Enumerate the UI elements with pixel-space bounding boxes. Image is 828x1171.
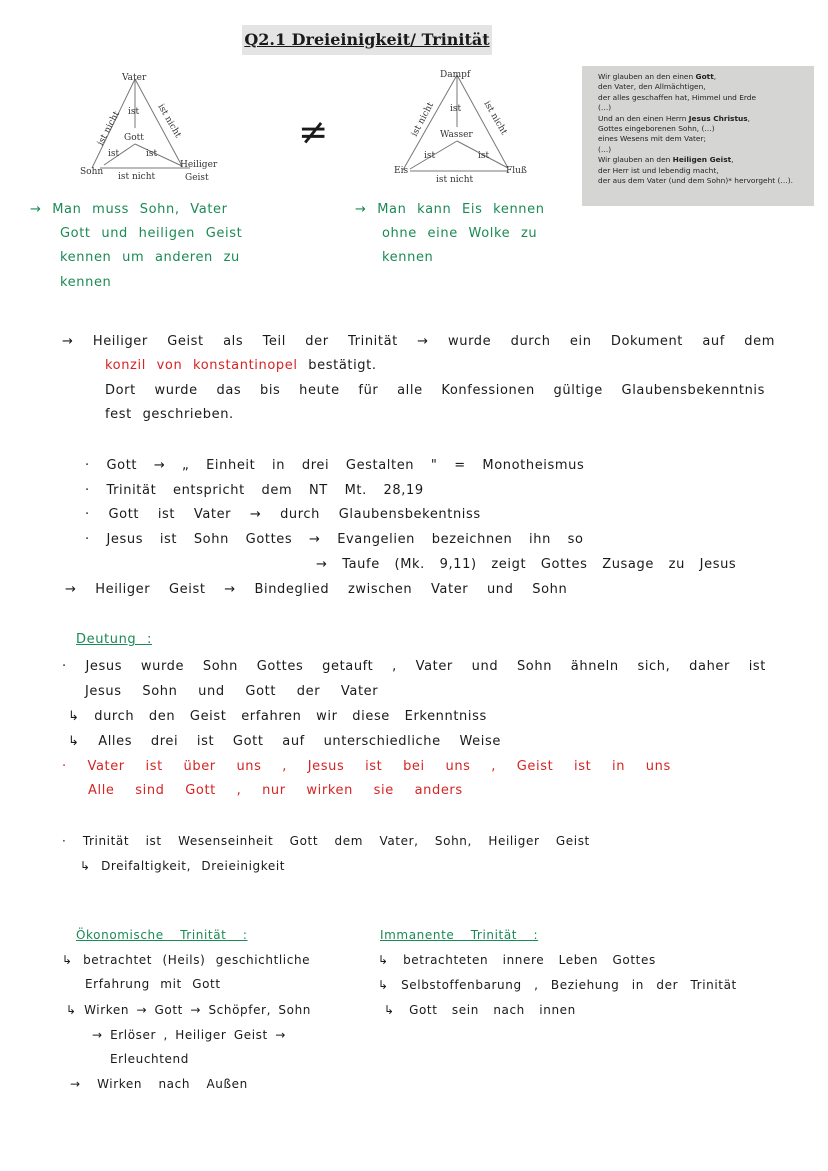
bullet-item: → Heiliger Geist → Bindeglied zwischen Vater und Sohn — [65, 582, 568, 597]
creed-text: der aus dem Vater (und dem Sohn)* hervorgeht (…). — [598, 176, 794, 186]
trinity-diagram — [78, 68, 218, 186]
bullet-item: · Jesus ist Sohn Gottes → Evangelien bezeichnen ihn so — [85, 532, 584, 547]
text-line: · Vater ist über uns , Jesus ist bei uns , Geist ist in uns — [62, 759, 671, 774]
text-line: ↳ Dreifaltigkeit, Dreieinigkeit — [80, 859, 286, 873]
page-title: Q2.1 Dreieinigkeit/ Trinität — [242, 25, 492, 55]
bullet-item: → Taufe (Mk. 9,11) zeigt Gottes Zusage zu Jesus — [316, 557, 737, 572]
edge-label: ist nicht — [436, 175, 474, 185]
creed-line — [598, 145, 814, 155]
edge-label: ist — [146, 149, 158, 159]
node-geist: Geist — [185, 173, 209, 183]
note-line: Gott und heiligen Geist — [60, 226, 243, 241]
node-sohn: Sohn — [80, 167, 104, 177]
text-line: ↳ Alles drei ist Gott auf unterschiedliche Weise — [68, 734, 501, 749]
water-diagram — [390, 65, 540, 187]
creed-line — [598, 176, 814, 186]
note-line: kennen — [382, 250, 434, 265]
creed-text: Jesus Christus — [688, 113, 748, 123]
edge-label: ist nicht — [95, 109, 123, 148]
text-line: ↳ durch den Geist erfahren wir diese Erkenntniss — [68, 709, 487, 724]
creed-text: Gottes eingeborenen Sohn, (…) — [598, 124, 715, 134]
text-line: ↳ betrachtet (Heils) geschichtliche — [62, 953, 311, 967]
text-line: ↳ Gott sein nach innen — [384, 1003, 576, 1017]
edge-label: ist nicht — [155, 102, 183, 140]
node-gott: Gott — [124, 133, 144, 143]
text-fragment: bestätigt. — [308, 358, 377, 373]
deutung-heading: Deutung : — [76, 632, 152, 647]
text-line: · Jesus wurde Sohn Gottes getauft , Vater und Sohn ähneln sich, daher ist — [62, 659, 766, 674]
creed-line — [598, 72, 814, 82]
creed-text: (…) — [598, 144, 612, 154]
creed-text: den Vater, den Allmächtigen, — [598, 82, 706, 92]
creed-text: Wir glauben an den — [598, 155, 673, 165]
node-dampf: Dampf — [440, 70, 471, 80]
creed-line — [598, 103, 814, 113]
bullet-item: · Gott → „ Einheit in drei Gestalten " = Monotheismus — [85, 458, 585, 473]
edge-label: ist nicht — [118, 172, 156, 182]
creed-excerpt — [582, 66, 814, 206]
text-line: ↳ betrachteten innere Leben Gottes — [378, 953, 656, 967]
note-line: → Man muss Sohn, Vater — [30, 202, 228, 217]
text-line: → Heiliger Geist als Teil der Trinität → wurde durch ein Dokument auf dem — [62, 334, 775, 349]
creed-text: Gott — [695, 72, 714, 81]
council-name: konzil von konstantinopel — [105, 358, 298, 373]
text-line: ↳ Wirken → Gott → Schöpfer, Sohn — [66, 1003, 311, 1017]
creed-text: Wir glauben an den einen — [598, 72, 696, 81]
text-line: fest geschrieben. — [105, 407, 234, 422]
node-fluss: Fluß — [506, 166, 527, 176]
section-heading: Ökonomische Trinität : — [76, 928, 248, 942]
text-line — [105, 357, 377, 375]
text-line: → Wirken nach Außen — [70, 1077, 248, 1091]
creed-line — [598, 134, 814, 144]
creed-text: Heiligen Geist — [672, 155, 732, 165]
edge-label: ist — [478, 151, 490, 161]
text-line: Alle sind Gott , nur wirken sie anders — [88, 783, 463, 798]
creed-line — [598, 114, 814, 124]
text-line: Dort wurde das bis heute für alle Konfessionen gültige Glaubensbekenntnis — [105, 383, 765, 398]
note-line: ohne eine Wolke zu — [382, 226, 538, 241]
creed-line — [598, 93, 814, 103]
text-line: Erfahrung mit Gott — [85, 977, 221, 991]
note-line: kennen — [60, 275, 112, 290]
text-line: ↳ Selbstoffenbarung , Beziehung in der Trinität — [378, 978, 737, 992]
creed-text: der alles geschaffen hat, Himmel und Erde — [598, 92, 757, 102]
bullet-item: · Gott ist Vater → durch Glaubensbekentniss — [85, 507, 481, 522]
creed-text: , — [731, 155, 734, 165]
edge-label: ist — [450, 104, 462, 114]
creed-line — [598, 166, 814, 176]
edge-label: ist nicht — [409, 100, 437, 139]
node-vater: Vater — [122, 73, 147, 83]
text-line: → Erlöser , Heiliger Geist → — [92, 1028, 286, 1042]
edge-label: ist — [424, 151, 436, 161]
section-heading: Immanente Trinität : — [380, 928, 539, 942]
edge-label: ist — [108, 149, 120, 159]
creed-text: eines Wesens mit dem Vater; — [598, 134, 707, 144]
note-line: kennen um anderen zu — [60, 250, 240, 265]
edge-label: ist nicht — [481, 99, 509, 137]
node-eis: Eis — [394, 166, 409, 176]
node-heiliger: Heiliger — [180, 160, 218, 170]
creed-text: der Herr ist und lebendig macht, — [598, 165, 719, 175]
text-line: Jesus Sohn und Gott der Vater — [85, 684, 379, 699]
creed-line — [598, 82, 814, 92]
text-line: · Trinität ist Wesenseinheit Gott dem Vater, Sohn, Heiliger Geist — [62, 834, 590, 848]
creed-text: , — [713, 72, 717, 81]
creed-text: (…) — [598, 103, 612, 113]
text-line: Erleuchtend — [110, 1052, 189, 1066]
node-wasser: Wasser — [440, 130, 473, 140]
creed-line — [598, 155, 814, 165]
not-equal-sign: ≠ — [298, 112, 329, 153]
creed-text: , — [747, 113, 751, 123]
creed-line — [598, 124, 814, 134]
creed-text: Und an den einen Herrn — [598, 113, 689, 123]
bullet-item: · Trinität entspricht dem NT Mt. 28,19 — [85, 483, 424, 498]
edge-label: ist — [128, 107, 140, 117]
note-line: → Man kann Eis kennen — [355, 202, 545, 217]
